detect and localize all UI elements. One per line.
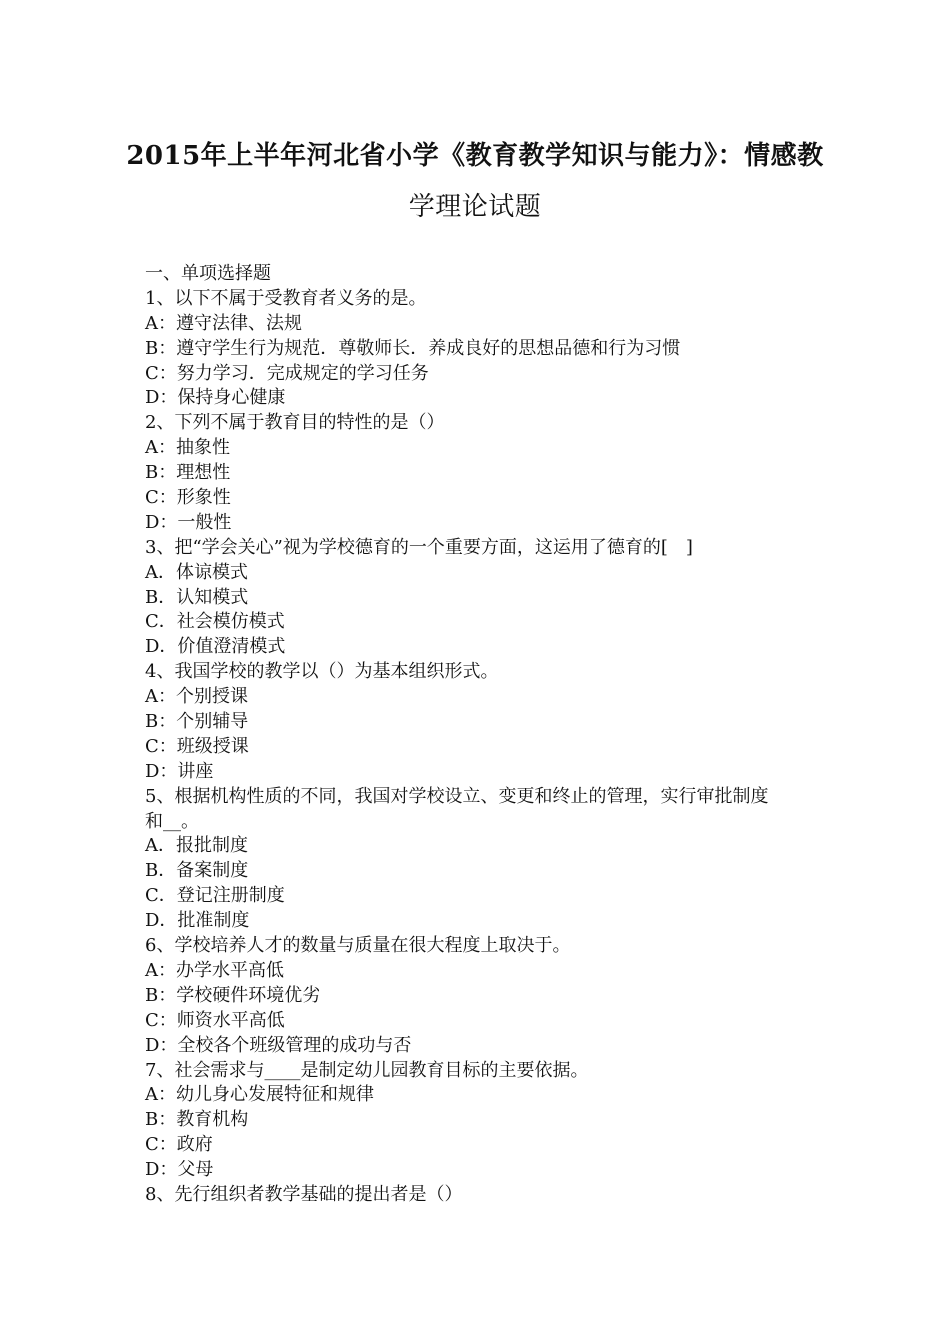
- text-line: D．批准制度: [145, 910, 250, 932]
- text-line: C：形象性: [145, 487, 231, 509]
- text-line: B：理想性: [145, 462, 231, 484]
- text-line: 3、把“学会关心”视为学校德育的一个重要方面，这运用了德育的[ ]: [145, 536, 693, 558]
- text-line: 7、社会需求与____是制定幼儿园教育目标的主要依据。: [145, 1059, 589, 1081]
- text-line: 4、我国学校的教学以（）为基本组织形式。: [145, 661, 499, 683]
- document-body: [145, 262, 815, 1208]
- text-line: A：办学水平高低: [145, 959, 284, 981]
- text-line: B．备案制度: [145, 860, 249, 882]
- text-line: B：学校硬件环境优劣: [145, 984, 321, 1006]
- text-line: D：讲座: [145, 760, 214, 782]
- text-line: A：抽象性: [145, 437, 230, 459]
- text-line: 6、学校培养人才的数量与质量在很大程度上取决于。: [145, 935, 571, 957]
- text-line: A：个别授课: [145, 686, 248, 708]
- document-title-line-1: 2015年上半年河北省小学《教育教学知识与能力》：情感教: [126, 141, 824, 171]
- text-line: B：个别辅导: [145, 711, 249, 733]
- text-line: 8、先行组织者教学基础的提出者是（）: [145, 1183, 463, 1205]
- text-line: 1、以下不属于受教育者义务的是。: [145, 287, 427, 309]
- text-line: 和__。: [145, 810, 199, 832]
- text-line: B：教育机构: [145, 1109, 249, 1131]
- text-line: C．社会模仿模式: [145, 611, 285, 633]
- text-line: B：遵守学生行为规范．尊敬师长．养成良好的思想品德和行为习惯: [145, 337, 681, 359]
- text-line: C．登记注册制度: [145, 885, 285, 907]
- document-title-line-2: 学理论试题: [408, 192, 542, 222]
- text-line: A．体谅模式: [145, 561, 248, 583]
- text-line: D：保持身心健康: [145, 387, 286, 409]
- text-line: C：努力学习．完成规定的学习任务: [145, 362, 429, 384]
- text-line: 2、下列不属于教育目的特性的是（）: [145, 412, 445, 434]
- text-line: C：班级授课: [145, 735, 249, 757]
- text-line: D．价值澄清模式: [145, 636, 286, 658]
- text-line: B．认知模式: [145, 586, 249, 608]
- text-line: D：父母: [145, 1159, 214, 1181]
- text-line: 一、单项选择题: [145, 263, 271, 284]
- text-line: A．报批制度: [145, 835, 248, 857]
- text-line: A：幼儿身心发展特征和规律: [145, 1084, 374, 1106]
- text-line: C：师资水平高低: [145, 1009, 285, 1031]
- text-line: D：一般性: [145, 511, 232, 533]
- text-line: C：政府: [145, 1134, 213, 1156]
- text-line: 5、根据机构性质的不同，我国对学校设立、变更和终止的管理，实行审批制度: [145, 785, 769, 807]
- text-line: A：遵守法律、法规: [145, 312, 302, 334]
- text-line: D：全校各个班级管理的成功与否: [145, 1034, 412, 1056]
